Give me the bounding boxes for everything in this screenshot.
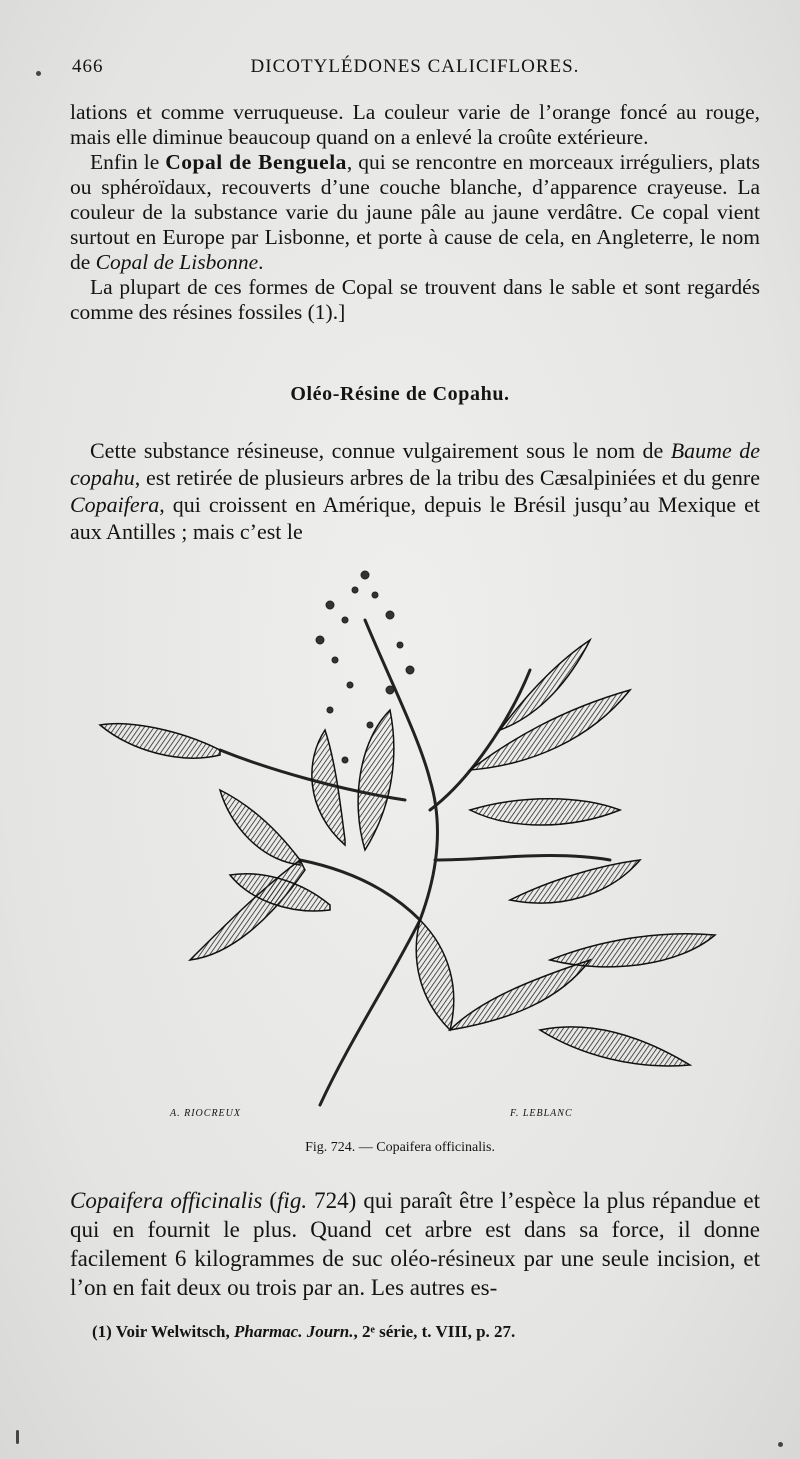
figure-caption: Fig. 724. — Copaifera officinalis. — [305, 1140, 495, 1155]
section-title: Oléo-Résine de Copahu. — [290, 383, 510, 405]
term-copaifera-officinalis: Copaifera officinalis — [70, 1188, 263, 1213]
term-copal-benguela: Copal de Benguela — [165, 150, 347, 174]
body-text-top — [70, 100, 760, 325]
term-copal-lisbonne: Copal de Lisbonne — [95, 250, 259, 274]
term-copaifera: Copaifera — [70, 492, 160, 517]
paragraph-copahu-intro: Cette substance résineuse, connue vulgairement sous le nom de Baume de copahu, est retirée de plusieurs arbres de la tribu des Cæsalpiniées et du genre Copaifera, qui croissent en Amérique, depuis le Brésil jusqu’au Mexique et aux Antilles ; mais c’est le — [70, 438, 760, 544]
engraver-credit-right: F. LEBLANC — [510, 1108, 573, 1119]
page-header — [72, 56, 758, 86]
term-pharmac-journ: Pharmac. Journ. — [234, 1322, 354, 1341]
figure-copaifera — [90, 560, 730, 1120]
paragraph-orange-copal: lations et comme verruqueuse. La couleur varie de l’orange foncé au rouge, mais elle diminue beaucoup quand on a enlevé la croûte extérieure. — [70, 100, 760, 149]
footnote: (1) Voir Welwitsch, Pharmac. Journ., 2ᵉ série, t. VIII, p. 27. — [92, 1322, 516, 1341]
engraver-credit-left: A. RIOCREUX — [170, 1108, 241, 1119]
paragraph-fossil-resins: La plupart de ces formes de Copal se trouvent dans le sable et sont regardés comme des résines fossiles (1).] — [70, 275, 760, 324]
running-head: DICOTYLÉDONES CALICIFLORES. — [250, 56, 580, 77]
paragraph-copaifera-officinalis: Copaifera officinalis (fig. 724) qui paraît être l’espèce la plus répandue et qui en fournit le plus. Quand cet arbre est dans sa force, il donne facilement 6 kilogrammes de suc oléo-résineux par une seule incision, et l’on en fait deux ou trois par an. Les autres es- — [70, 1188, 761, 1300]
term-baume-copahu: Baume de copahu — [70, 438, 760, 490]
copaifera-branch-engraving-icon — [90, 560, 730, 1120]
paragraph-benguela-copal: Enfin le Copal de Benguela, qui se rencontre en morceaux irréguliers, plats ou sphéroïdaux, recouverts d’une couche blanche, d’apparence crayeuse. La couleur de la substance varie du jaune pâle au jaune verdâtre. Ce copal vient surtout en Europe par Lisbonne, et porte à cause de cela, en Angleterre, le nom de Copal de Lisbonne. — [70, 150, 760, 274]
speck-mark — [16, 1430, 19, 1444]
page-number: 466 — [72, 56, 104, 77]
speck-mark — [36, 71, 41, 76]
speck-mark — [778, 1442, 783, 1447]
